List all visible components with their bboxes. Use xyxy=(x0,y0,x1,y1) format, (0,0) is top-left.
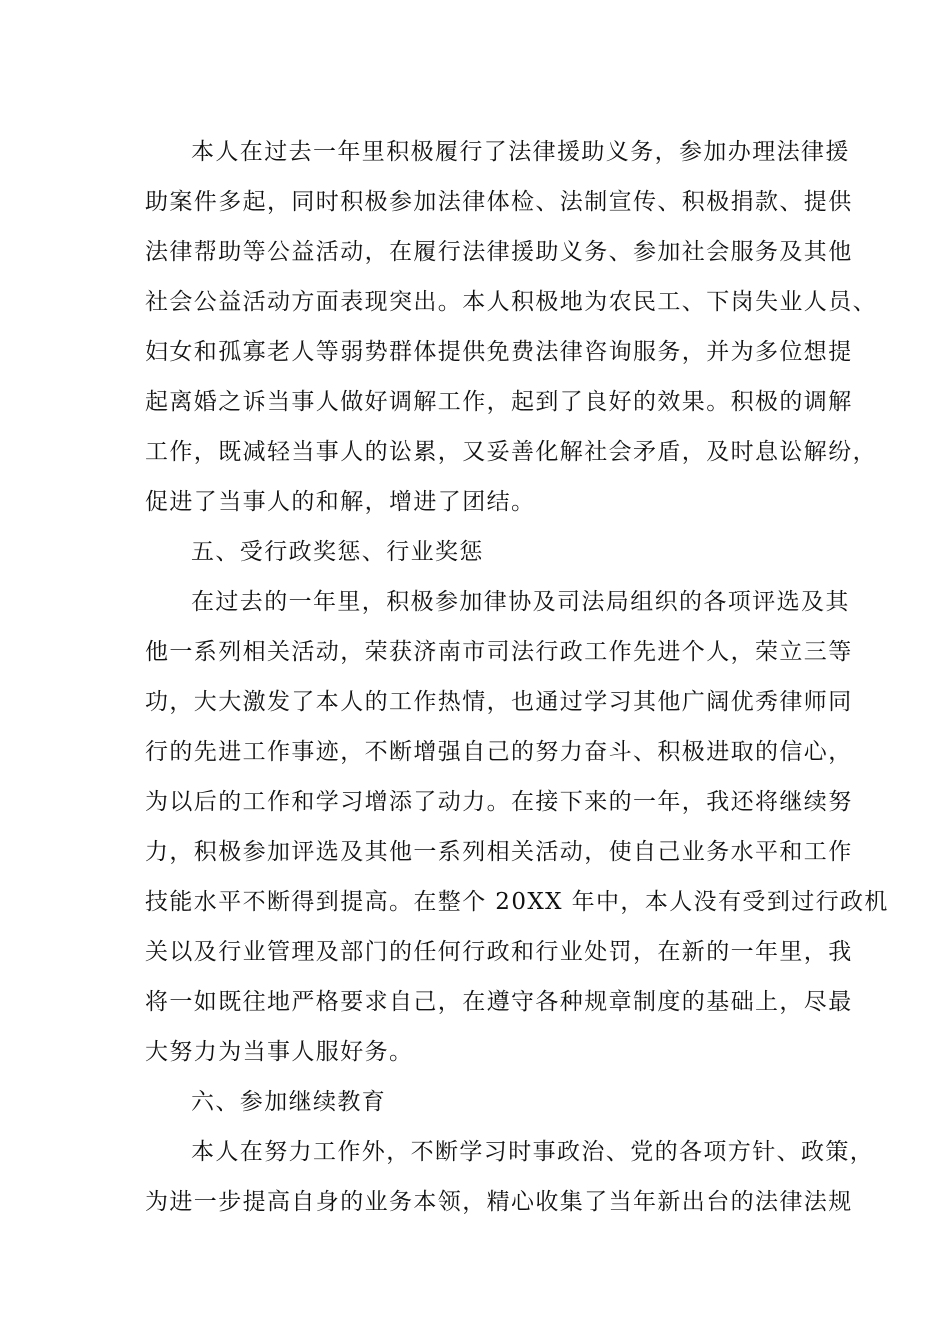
paragraph-line: 助案件多起，同时积极参加法律体检、法制宣传、积极捐款、提供 xyxy=(145,189,853,215)
paragraph-line: 法律帮助等公益活动，在履行法律援助义务、参加社会服务及其他 xyxy=(145,239,853,265)
paragraph-line: 他一系列相关活动，荣获济南市司法行政工作先进个人，荣立三等 xyxy=(145,639,853,665)
paragraph-line: 社会公益活动方面表现突出。本人积极地为农民工、下岗失业人员、 xyxy=(145,289,877,315)
paragraph-line: 大努力为当事人服好务。 xyxy=(145,1039,414,1065)
paragraph-line: 技能水平不断得到提高。在整个 20XX 年中，本人没有受到过行政机 xyxy=(145,889,889,915)
paragraph-line: 工作，既减轻当事人的讼累，又妥善化解社会矛盾，及时息讼解纷， xyxy=(145,439,877,465)
paragraph-line: 促进了当事人的和解，增进了团结。 xyxy=(145,489,536,515)
paragraph-line: 妇女和孤寡老人等弱势群体提供免费法律咨询服务，并为多位想提 xyxy=(145,339,853,365)
section-heading: 六、参加继续教育 xyxy=(191,1089,387,1115)
section-heading: 五、受行政奖惩、行业奖惩 xyxy=(191,539,484,565)
paragraph-line: 行的先进工作事迹，不断增强自己的努力奋斗、积极进取的信心， xyxy=(145,739,853,765)
paragraph-line: 为进一步提高自身的业务本领，精心收集了当年新出台的法律法规 xyxy=(145,1189,853,1215)
paragraph-line: 在过去的一年里，积极参加律协及司法局组织的各项评选及其 xyxy=(191,589,850,615)
paragraph-line: 本人在努力工作外，不断学习时事政治、党的各项方针、政策， xyxy=(191,1139,875,1165)
paragraph-line: 本人在过去一年里积极履行了法律援助义务，参加办理法律援 xyxy=(191,139,850,165)
paragraph-line: 将一如既往地严格要求自己，在遵守各种规章制度的基础上，尽最 xyxy=(145,989,853,1015)
paragraph-line: 力，积极参加评选及其他一系列相关活动，使自己业务水平和工作 xyxy=(145,839,853,865)
paragraph-line: 起离婚之诉当事人做好调解工作，起到了良好的效果。积极的调解 xyxy=(145,389,853,415)
paragraph-line: 关以及行业管理及部门的任何行政和行业处罚，在新的一年里，我 xyxy=(145,939,853,965)
paragraph-line: 功，大大激发了本人的工作热情，也通过学习其他广阔优秀律师同 xyxy=(145,689,853,715)
paragraph-line: 为以后的工作和学习增添了动力。在接下来的一年，我还将继续努 xyxy=(145,789,853,815)
